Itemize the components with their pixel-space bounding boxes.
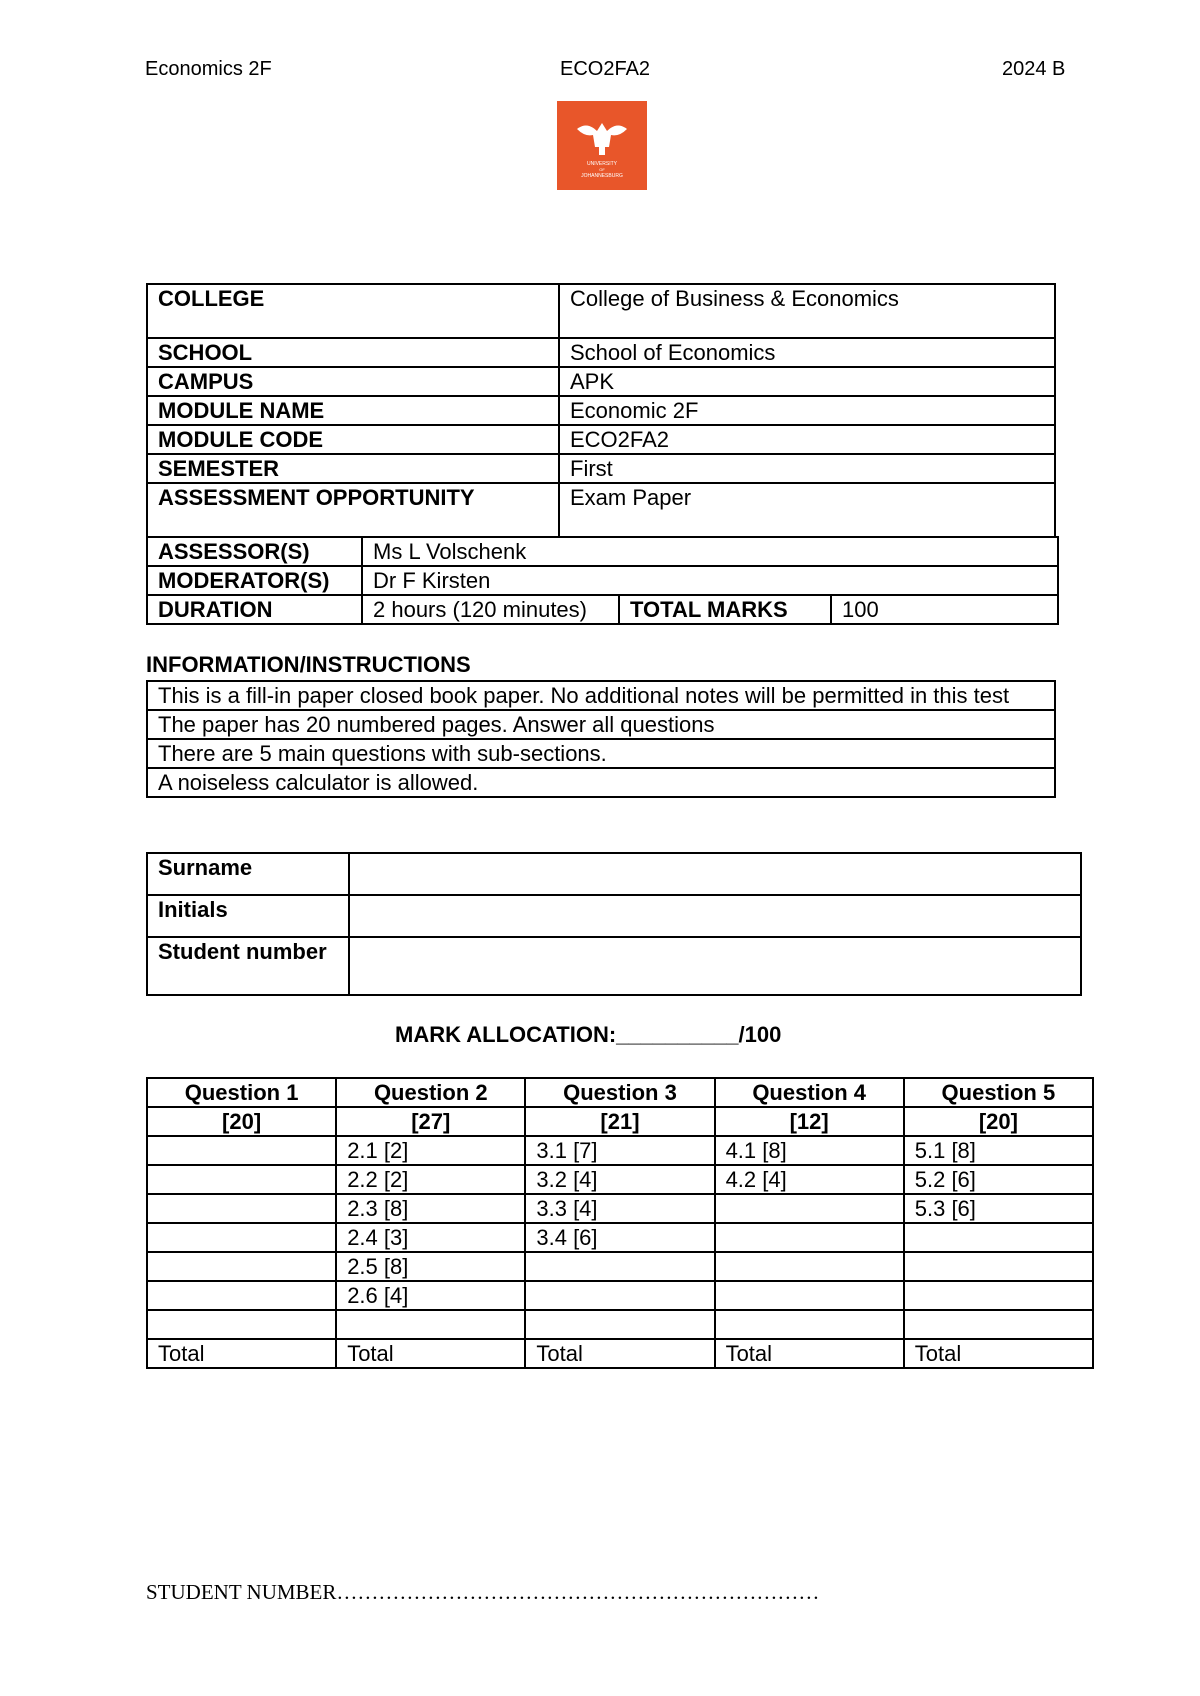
mark-cell	[147, 1310, 336, 1339]
mark-cell: 2.5 [8]	[336, 1252, 525, 1281]
total-marks-value: 100	[831, 595, 1058, 624]
initials-field[interactable]	[349, 895, 1081, 937]
total-cell: Total	[336, 1339, 525, 1368]
mark-cell	[147, 1136, 336, 1165]
mark-cell	[147, 1165, 336, 1194]
mark-cell	[147, 1194, 336, 1223]
question-total-marks: [20]	[147, 1107, 336, 1136]
duration-label: DURATION	[147, 595, 362, 624]
mark-cell	[525, 1281, 714, 1310]
university-crest-icon	[557, 101, 647, 190]
mark-cell	[715, 1281, 904, 1310]
mark-cell: 2.2 [2]	[336, 1165, 525, 1194]
campus-label: CAMPUS	[147, 367, 559, 396]
initials-label: Initials	[147, 895, 349, 937]
question-total-marks: [12]	[715, 1107, 904, 1136]
college-label: COLLEGE	[147, 284, 559, 338]
mark-cell	[336, 1310, 525, 1339]
mark-cell	[904, 1281, 1093, 1310]
duration-value: 2 hours (120 minutes)	[362, 595, 619, 624]
student-number-field[interactable]	[349, 937, 1081, 995]
module-info-table	[146, 283, 1056, 538]
mark-cell: 5.2 [6]	[904, 1165, 1093, 1194]
mark-cell: 3.4 [6]	[525, 1223, 714, 1252]
mark-cell	[147, 1281, 336, 1310]
moderator-label: MODERATOR(S)	[147, 566, 362, 595]
question-header: Question 4	[715, 1078, 904, 1107]
mark-cell: 3.3 [4]	[525, 1194, 714, 1223]
semester-value: First	[559, 454, 1055, 483]
mark-cell: 4.2 [4]	[715, 1165, 904, 1194]
student-details-table	[146, 852, 1082, 996]
mark-cell: 2.1 [2]	[336, 1136, 525, 1165]
assessment-label: ASSESSMENT OPPORTUNITY	[147, 483, 559, 537]
instruction-item: This is a fill-in paper closed book paper. No additional notes will be permitted in this test	[147, 681, 1055, 710]
footer-student-number: STUDENT NUMBER……………………………………………………………	[146, 1580, 820, 1604]
moderator-value: Dr F Kirsten	[362, 566, 1058, 595]
mark-cell	[715, 1223, 904, 1252]
module-code-value: ECO2FA2	[559, 425, 1055, 454]
mark-cell	[715, 1194, 904, 1223]
instruction-item: A noiseless calculator is allowed.	[147, 768, 1055, 797]
instruction-item: The paper has 20 numbered pages. Answer all questions	[147, 710, 1055, 739]
mark-cell: 5.1 [8]	[904, 1136, 1093, 1165]
instructions-table	[146, 680, 1056, 798]
mark-allocation-table	[146, 1077, 1094, 1369]
mark-cell	[904, 1310, 1093, 1339]
total-cell: Total	[147, 1339, 336, 1368]
module-code-label: MODULE CODE	[147, 425, 559, 454]
question-total-marks: [20]	[904, 1107, 1093, 1136]
assessment-value: Exam Paper	[559, 483, 1055, 537]
svg-text:JOHANNESBURG: JOHANNESBURG	[581, 173, 623, 179]
total-cell: Total	[715, 1339, 904, 1368]
surname-field[interactable]	[349, 853, 1081, 895]
svg-text:UNIVERSITY: UNIVERSITY	[586, 161, 618, 167]
mark-cell	[525, 1252, 714, 1281]
school-value: School of Economics	[559, 338, 1055, 367]
instructions-title: INFORMATION/INSTRUCTIONS	[146, 652, 471, 677]
student-number-label: Student number	[147, 937, 349, 995]
mark-cell	[147, 1252, 336, 1281]
mark-cell	[525, 1310, 714, 1339]
mark-cell: 4.1 [8]	[715, 1136, 904, 1165]
assessor-label: ASSESSOR(S)	[147, 537, 362, 566]
total-cell: Total	[904, 1339, 1093, 1368]
mark-cell: 2.6 [4]	[336, 1281, 525, 1310]
mark-cell: 3.1 [7]	[525, 1136, 714, 1165]
question-header: Question 5	[904, 1078, 1093, 1107]
mark-cell	[147, 1223, 336, 1252]
mark-cell: 2.4 [3]	[336, 1223, 525, 1252]
mark-cell	[904, 1223, 1093, 1252]
mark-cell: 3.2 [4]	[525, 1165, 714, 1194]
header-year: 2024 B	[1002, 58, 1066, 80]
question-header: Question 3	[525, 1078, 714, 1107]
total-cell: Total	[525, 1339, 714, 1368]
mark-cell: 2.3 [8]	[336, 1194, 525, 1223]
assessor-value: Ms L Volschenk	[362, 537, 1058, 566]
question-total-marks: [21]	[525, 1107, 714, 1136]
surname-label: Surname	[147, 853, 349, 895]
question-header: Question 2	[336, 1078, 525, 1107]
question-header: Question 1	[147, 1078, 336, 1107]
school-label: SCHOOL	[147, 338, 559, 367]
mark-cell: 5.3 [6]	[904, 1194, 1093, 1223]
module-name-value: Economic 2F	[559, 396, 1055, 425]
mark-allocation: MARK ALLOCATION:__________/100	[395, 1022, 782, 1047]
module-name-label: MODULE NAME	[147, 396, 559, 425]
mark-cell	[904, 1252, 1093, 1281]
total-marks-label: TOTAL MARKS	[619, 595, 831, 624]
header-module-code: ECO2FA2	[560, 58, 651, 80]
question-total-marks: [27]	[336, 1107, 525, 1136]
semester-label: SEMESTER	[147, 454, 559, 483]
college-value: College of Business & Economics	[559, 284, 1055, 338]
university-logo	[557, 101, 647, 190]
staff-table	[146, 536, 1059, 625]
svg-text:OF: OF	[599, 167, 605, 172]
mark-cell	[715, 1252, 904, 1281]
instruction-item: There are 5 main questions with sub-sections.	[147, 739, 1055, 768]
campus-value: APK	[559, 367, 1055, 396]
mark-cell	[715, 1310, 904, 1339]
header-module-name: Economics 2F	[145, 58, 272, 80]
